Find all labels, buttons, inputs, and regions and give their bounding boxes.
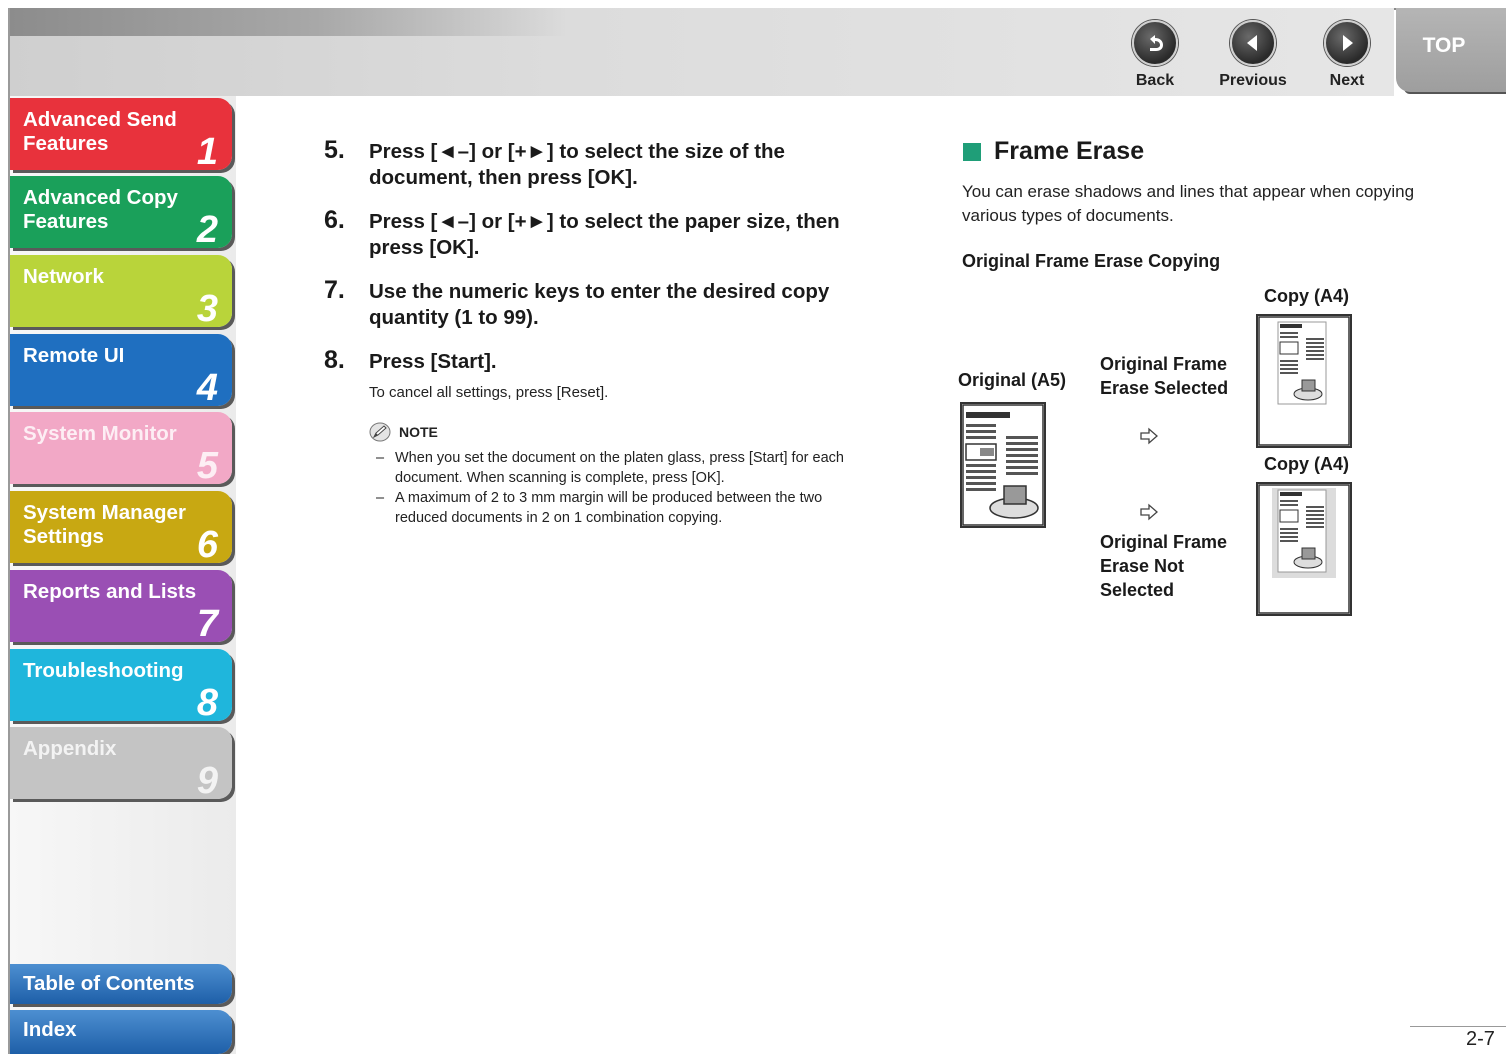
document-illustration [1258,316,1350,446]
sidebar-tab-label: Advanced Send Features [23,108,177,155]
arrow-right-icon [1138,425,1160,447]
page-number: 2-7 [1466,1028,1495,1050]
step-text: Use the numeric keys to enter the desired copy quantity (1 to 99). [369,280,830,329]
sidebar-tab-number: 8 [196,682,218,721]
sidebar-tab-2[interactable] [10,176,232,248]
original-document-image [960,402,1046,528]
sidebar-tab-label: Troubleshooting [23,659,184,682]
sidebar-tab-7[interactable] [10,570,232,642]
next-label: Next [1329,72,1365,89]
back-label: Back [1135,72,1175,89]
table-of-contents-label: Table of Contents [23,972,195,995]
copy-a4-label-bottom: Copy (A4) [1264,454,1349,474]
document-illustration [1258,484,1350,614]
sidebar-tab-5[interactable] [10,412,232,484]
sidebar-tab-number: 9 [196,760,218,799]
table-of-contents-button[interactable] [10,964,232,1004]
dash-bullet: – [376,490,385,506]
frame-erase-selected-label: Original Frame Erase Selected [1100,354,1229,398]
sidebar-tab-label: Advanced Copy Features [23,186,178,233]
index-button[interactable] [10,1010,232,1054]
index-label: Index [23,1018,77,1041]
sidebar-tab-8[interactable] [10,649,232,721]
sidebar-tab-6[interactable] [10,491,232,563]
sidebar-tab-number: 7 [196,603,218,642]
next-button[interactable] [1312,20,1382,92]
dash-bullet: – [376,450,385,466]
cancel-instruction: To cancel all settings, press [Reset]. [369,384,609,401]
sidebar-tab-label: Remote UI [23,344,125,367]
original-a5-label: Original (A5) [958,370,1067,390]
step-number: 6. [324,206,345,234]
step-number: 7. [324,276,345,304]
document-illustration [962,404,1044,526]
sidebar-tab-label: Appendix [23,737,117,760]
back-icon [1132,20,1178,66]
sidebar-tab-4[interactable] [10,334,232,406]
sub-heading: Original Frame Erase Copying [962,251,1221,271]
step-text: Press [Start]. [369,350,497,373]
sidebar-tab-number: 6 [196,524,218,563]
sidebar-tab-number: 5 [196,445,218,484]
section-description: You can erase shadows and lines that appear when copying various types of documents. [962,182,1415,225]
sidebar-tab-label: Reports and Lists [23,580,197,603]
header-strip [8,8,568,36]
previous-icon [1230,20,1276,66]
sidebar-tab-label: System Manager Settings [23,501,186,548]
sidebar-tab-label: System Monitor [23,422,177,445]
note-label: NOTE [399,424,438,440]
sidebar-tab-9[interactable] [10,727,232,799]
note-pencil-icon [369,422,391,442]
previous-label: Previous [1219,72,1287,89]
section-title: Frame Erase [994,137,1145,165]
step-number: 5. [324,136,345,164]
sidebar-tab-number: 1 [196,131,218,170]
sidebar-tab-1[interactable] [10,98,232,170]
section-marker-icon [963,143,981,161]
copy-not-selected-image [1256,482,1352,616]
next-icon [1324,20,1370,66]
sidebar-tab-number: 2 [196,209,218,248]
sidebar-tab-number: 3 [196,288,218,327]
sidebar-tab-number: 4 [196,367,218,406]
step-number: 8. [324,346,345,374]
frame-erase-not-selected-label: Original Frame Erase Not Selected [1100,532,1228,600]
arrow-right-icon [1138,501,1160,523]
back-button[interactable] [1120,20,1190,92]
page-number-rule [1410,1026,1506,1027]
sidebar-tab-3[interactable] [10,255,232,327]
step-text: Press [◄–] or [+►] to select the size of the document, then press [OK]. [369,140,785,189]
previous-button[interactable] [1218,20,1288,92]
copy-selected-image [1256,314,1352,448]
copy-a4-label-top: Copy (A4) [1264,286,1349,306]
note-item-text: When you set the document on the platen glass, press [Start] for each document. When scanning is complete, press [OK]. [395,450,844,486]
step-text: Press [◄–] or [+►] to select the paper size, then press [OK]. [369,210,840,259]
sidebar-tab-label: Network [23,265,104,288]
top-button[interactable]: TOP [1396,8,1506,92]
note-heading [369,422,438,442]
note-item-text: A maximum of 2 to 3 mm margin will be produced between the two reduced documents in 2 on 1 combination copying. [395,490,823,526]
